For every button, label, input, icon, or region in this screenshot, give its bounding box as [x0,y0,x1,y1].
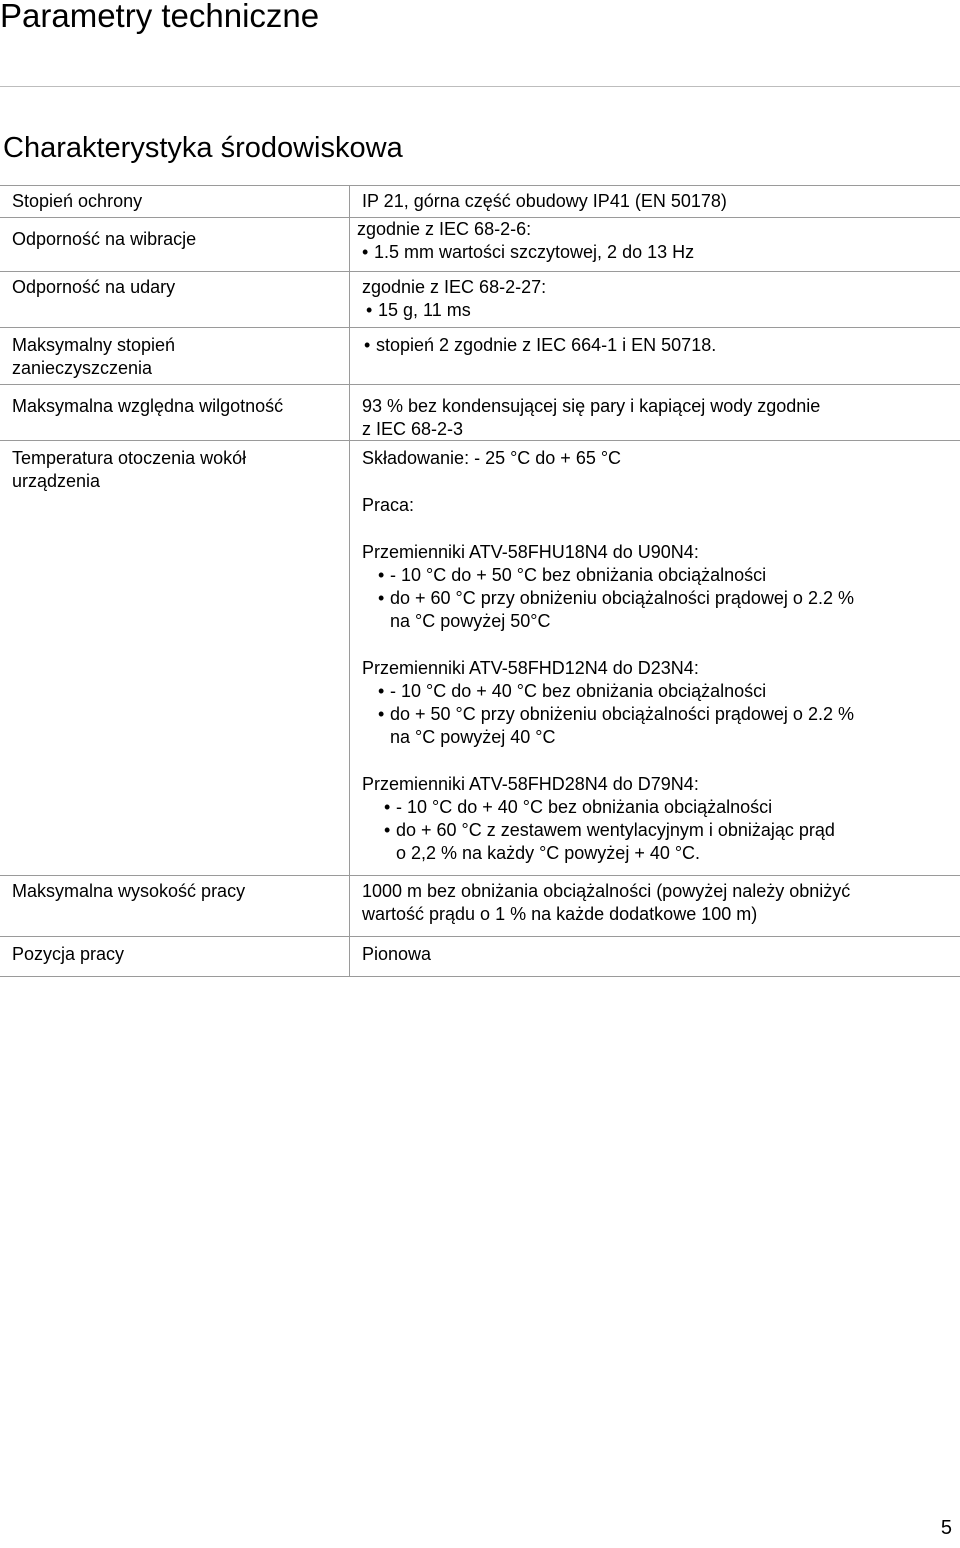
drive-range-heading: Przemienniki ATV-58FHU18N4 do U90N4: [362,542,699,562]
table-row [0,384,960,440]
value-line: IP 21, górna część obudowy IP41 (EN 50178) [362,191,727,211]
row-label [0,328,350,384]
table-row [0,185,960,217]
table-row [0,440,960,875]
label-line: Maksymalna względna wilgotność [12,396,284,416]
row-value [350,218,960,271]
value-line: zgodnie z IEC 68-2-27: [362,277,547,297]
value-bullet-line: • do + 50 °C przy obniżeniu obciążalności prądowej o 2.2 % [362,703,960,726]
label-line: Odporność na udary [12,277,176,297]
operation-heading: Praca: [362,495,415,515]
table-row [0,875,960,936]
row-label [0,272,350,327]
row-label [0,385,350,440]
row-label [0,218,350,271]
section-title: Charakterystyka środowiskowa [3,132,403,164]
value-bullet-line: • - 10 °C do + 40 °C bez obniżania obciążalności [362,680,960,703]
row-label [0,937,350,976]
title-divider [0,86,960,87]
label-line: Stopień ochrony [12,191,143,211]
table-row [0,217,960,271]
row-label [0,441,350,875]
value-line: 1000 m bez obniżania obciążalności (powyżej należy obniżyć [362,881,851,901]
row-label [0,876,350,936]
spec-table [0,185,960,977]
value-bullet-line: • 15 g, 11 ms [362,299,960,322]
drive-range-heading: Przemienniki ATV-58FHD28N4 do D79N4: [362,774,699,794]
row-value [350,876,960,936]
drive-range-heading: Przemienniki ATV-58FHD12N4 do D23N4: [362,658,699,678]
table-row [0,271,960,327]
row-value [350,328,960,384]
storage-temperature: Składowanie: - 25 °C do + 65 °C [362,448,622,468]
value-bullet-line: • stopień 2 zgodnie z IEC 664-1 i EN 50718. [364,334,960,357]
value-line: wartość prądu o 1 % na każde dodatkowe 100 m) [362,904,758,924]
value-line: na °C powyżej 40 °C [390,727,556,747]
table-row [0,936,960,976]
label-line: Maksymalny stopień [12,335,176,355]
row-value [350,937,960,976]
label-line: zanieczyszczenia [12,358,153,378]
value-line: o 2,2 % na każdy °C powyżej + 40 °C. [396,843,701,863]
row-label [0,186,350,217]
label-line: Maksymalna wysokość pracy [12,881,246,901]
value-line: zgodnie z IEC 68-2-6: [357,219,532,239]
row-value [350,186,960,217]
page-number: 5 [940,1517,952,1539]
value-bullet-line: • 1.5 mm wartości szczytowej, 2 do 13 Hz [357,241,960,264]
value-line: na °C powyżej 50°C [390,611,551,631]
value-line: 93 % bez kondensującej się pary i kapiącej wody zgodnie [362,396,821,416]
value-bullet-line: • - 10 °C do + 40 °C bez obniżania obciążalności [362,796,960,819]
value-bullet-line: • do + 60 °C z zestawem wentylacyjnym i obniżając prąd [362,819,960,842]
page-title: Parametry techniczne [0,0,320,34]
label-line: Temperatura otoczenia wokół [12,448,247,468]
label-line: Odporność na wibracje [12,229,197,249]
value-line: Pionowa [362,944,432,964]
label-line: Pozycja pracy [12,944,125,964]
table-row [0,327,960,384]
value-bullet-line: • - 10 °C do + 50 °C bez obniżania obciążalności [362,564,960,587]
row-value [350,385,960,440]
row-value [350,441,960,875]
value-line: z IEC 68-2-3 [362,419,464,439]
value-bullet-line: • do + 60 °C przy obniżeniu obciążalności prądowej o 2.2 % [362,587,960,610]
label-line: urządzenia [12,471,101,491]
row-value [350,272,960,327]
